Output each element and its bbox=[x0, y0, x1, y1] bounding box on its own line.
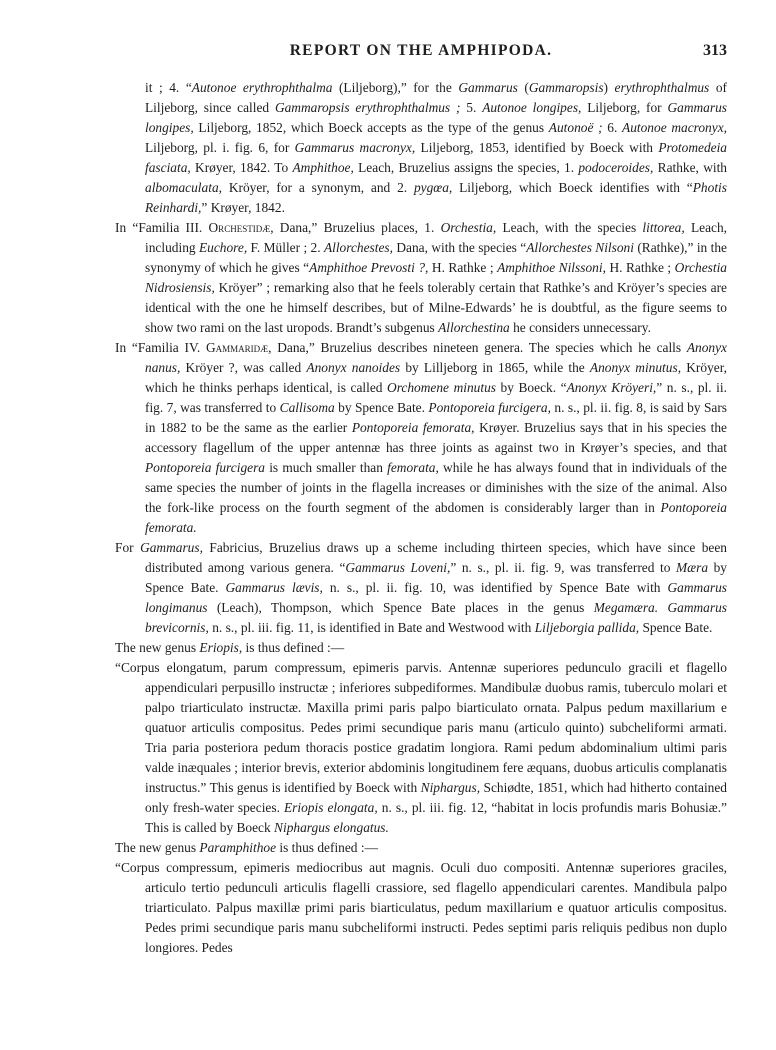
italic-term: Autonoe macronyx, bbox=[622, 120, 727, 135]
italic-term: Eriopis elongata, bbox=[283, 800, 378, 815]
italic-term: Gammarus macronyx, bbox=[294, 140, 416, 155]
text-run: n. s., pl. ii. fig. 10, was identified by Spence Bate with bbox=[322, 580, 668, 595]
text-run: In “Familia III. bbox=[115, 220, 209, 235]
paragraph-gammaridae bbox=[115, 338, 727, 538]
text-run: it ; 4. “ bbox=[145, 80, 192, 95]
italic-term: Gammarus brevicornis, bbox=[145, 600, 727, 635]
text-run: by Spence Bate. bbox=[145, 560, 727, 595]
text-run: Liljeborg, which Boeck identifies with “ bbox=[452, 180, 693, 195]
text-run: H. Rathke ; bbox=[605, 260, 675, 275]
text-run: “Corpus elongatum, parum compressum, epimeris parvis. Antennæ superiores pedunculo gracili et flagello appendiculari perpusillo instructæ ; inferiores subpediformes. Mandibulæ duobus ramis, tuberculo molari et palpo triarticulato instructæ. Maxilla primi paris palpo biarticulato ornata. Palpus pedum maxillarium e quatuor articulis compositus. Pedes primi secundique paris manu (articulo quinto) subcheliformi armati. Tria paria posteriora pedum thoracis postice gradatim longiora. Rami pedum abdominalium ultimi paris valde inæquales ; interior brevis, exterior abdominis longitudinem fere æquans, duobus articulis complanatis instructus.” This genus is identified by Boeck with bbox=[115, 660, 727, 795]
text-run: ” n. s., pl. ii. fig. 7, was transferred to bbox=[145, 380, 727, 415]
text-run: (Liljeborg),” for the bbox=[332, 80, 459, 95]
text-run: ) bbox=[603, 80, 615, 95]
running-title: REPORT ON THE AMPHIPODA. bbox=[289, 42, 553, 59]
text-run: Dana, with the species “ bbox=[392, 240, 527, 255]
text-run: Kröyer” ; remarking also that he feels tolerably certain that Rathke’s and Kröyer’s species are identical with the one he himself describes, but of Milne-Edwards’ he is doubtful, as the figure seems to show two rami on the last uropods. Brandt’s subgenus bbox=[145, 280, 727, 335]
text-run: Fabricius, Bruzelius draws up a scheme including thirteen species, which have since been distributed among various genera. “ bbox=[145, 540, 728, 575]
text-run: while he has always found that in individuals of the same species the number of joints in the flagella increases or diminishes with the size of the animal. Also the fork-like process on the fourth segment of the abdomen is considerably larger than in bbox=[145, 460, 728, 515]
text-run: Leach, with the species bbox=[496, 220, 643, 235]
text-run: ” Krøyer, 1842. bbox=[201, 200, 285, 215]
text-run: Liljeborg, pl. i. fig. 6, for bbox=[145, 140, 295, 155]
text-run: Krøyer. Bruzelius says that in his species the accessory flagellum of the upper antennæ has three joints as against two in Krøyer’s species, and that bbox=[145, 420, 727, 455]
italic-term: littorea, bbox=[642, 220, 685, 235]
paragraph-orchestidae bbox=[115, 218, 727, 338]
italic-term: Pontoporeia furcigera, bbox=[428, 400, 551, 415]
text-run: (Leach), Thompson, which Spence Bate places in the genus bbox=[207, 600, 594, 615]
italic-term: Pontoporeia femorata, bbox=[351, 420, 475, 435]
text-run: Rathke, with bbox=[653, 160, 728, 175]
body-text bbox=[115, 78, 727, 958]
text-run: by Spence Bate. bbox=[334, 400, 429, 415]
italic-term: Gammarus longipes, bbox=[145, 100, 727, 135]
italic-term: Allorchestina bbox=[438, 320, 510, 335]
text-run: Leach, Bruzelius assigns the species, 1. bbox=[353, 160, 579, 175]
italic-term: Amphithoe, bbox=[292, 160, 354, 175]
italic-term: Pontoporeia furcigera bbox=[145, 460, 265, 475]
text-run: H. Rathke ; bbox=[428, 260, 498, 275]
text-run: Spence Bate. bbox=[639, 620, 713, 635]
italic-term: Liljeborgia pallida, bbox=[534, 620, 640, 635]
text-run: 6. bbox=[602, 120, 623, 135]
paragraph-continued bbox=[115, 78, 727, 218]
paragraph-paramphithoe-definition bbox=[115, 858, 727, 958]
italic-term: pygœa, bbox=[413, 180, 453, 195]
italic-term: Photis Reinhardi, bbox=[145, 180, 727, 215]
paragraph-eriopis-definition bbox=[115, 658, 727, 838]
italic-term: Megamæra. bbox=[593, 600, 659, 615]
italic-term: Gammarus Loveni, bbox=[345, 560, 451, 575]
italic-term: Callisoma bbox=[279, 400, 335, 415]
italic-term: Gammarus bbox=[458, 80, 518, 95]
text-run: Kröyer, which he thinks perhaps identical, is called bbox=[145, 360, 727, 395]
text-run: Dana,” Bruzelius describes nineteen genera. The species which he calls bbox=[271, 340, 687, 355]
italic-term: Allorchestes, bbox=[323, 240, 393, 255]
italic-term: Gammarus, bbox=[140, 540, 203, 555]
italic-term: Pontoporeia femorata. bbox=[145, 500, 727, 535]
italic-term: Niphargus elongatus. bbox=[274, 820, 389, 835]
italic-term: Autonoë ; bbox=[548, 120, 603, 135]
italic-term: Orchomene minutus bbox=[387, 380, 496, 395]
text-run: The new genus bbox=[115, 640, 200, 655]
text-run: The new genus bbox=[115, 840, 200, 855]
text-run: In “Familia IV. bbox=[115, 340, 206, 355]
italic-term: albomaculata, bbox=[145, 180, 222, 195]
family-name: Orchestidæ, bbox=[208, 220, 274, 235]
paragraph-paramphithoe-intro bbox=[115, 838, 727, 858]
text-run: Kröyer, for a synonym, and 2. bbox=[222, 180, 414, 195]
italic-term: Amphithoe Nilssoni, bbox=[497, 260, 606, 275]
italic-term: Anonyx nanoides bbox=[306, 360, 401, 375]
italic-term: Gammaropsis erythrophthalmus ; bbox=[274, 100, 461, 115]
italic-term: Gammarus lævis, bbox=[225, 580, 323, 595]
text-run: “Corpus compressum, epimeris mediocribus aut magnis. Oculi duo compositi. Antennæ superiores graciles, articulo tertio pedunculi articulis flagelli crassiore, sed flagello appendiculari carentes. Mandibula palpo triarticulato. Palpus maxillæ primi paris biarticulatus, pedum maxillarium e quatuor articulis compositus. Pedes primi secundique paris manu subcheliformi instructi. Pedes septimi paris reliquis pedibus non duplo longiores. Pedes bbox=[115, 860, 727, 955]
text-run: For bbox=[115, 540, 141, 555]
italic-term: Allorchestes Nilsoni bbox=[526, 240, 634, 255]
paragraph-eriopis-intro bbox=[115, 638, 727, 658]
italic-term: Anonyx minutus, bbox=[589, 360, 682, 375]
italic-term: podoceroides, bbox=[578, 160, 654, 175]
text-run: Liljeborg, 1853, identified by Boeck with bbox=[415, 140, 659, 155]
italic-term: Niphargus, bbox=[420, 780, 481, 795]
text-run: Krøyer, 1842. To bbox=[190, 160, 293, 175]
italic-term: Eriopis, bbox=[199, 640, 243, 655]
text-run: by Lilljeborg in 1865, while the bbox=[400, 360, 590, 375]
text-run: Schiødte, 1851, which had hitherto contained only fresh-water species. bbox=[145, 780, 728, 815]
italic-term: Paramphithoe bbox=[199, 840, 277, 855]
text-run: Liljeborg, 1852, which Boeck accepts as the type of the genus bbox=[193, 120, 549, 135]
text-run: Dana,” Bruzelius places, 1. bbox=[273, 220, 441, 235]
text-run: he considers unnecessary. bbox=[509, 320, 651, 335]
italic-term: Orchestia Nidrosiensis, bbox=[145, 260, 727, 295]
italic-term: Anonyx nanus, bbox=[145, 340, 727, 375]
text-run: n. s., pl. ii. fig. 8, is said by Sars in 1882 to be the same as the earlier bbox=[145, 400, 728, 435]
text-run: n. s., pl. iii. fig. 12, “habitat in locis profundis maris Bohusiæ.” This is called by Boeck bbox=[145, 800, 727, 835]
italic-term: Anonyx Kröyeri, bbox=[566, 380, 657, 395]
italic-term: Autonoe erythrophthalma bbox=[191, 80, 333, 95]
italic-term: erythrophthalmus bbox=[614, 80, 710, 95]
page-number: 313 bbox=[703, 42, 727, 59]
italic-term: Euchore, bbox=[198, 240, 248, 255]
italic-term: Autonoe longipes, bbox=[482, 100, 582, 115]
italic-term: Orchestia, bbox=[440, 220, 497, 235]
running-head bbox=[115, 42, 727, 64]
italic-term: femorata, bbox=[387, 460, 439, 475]
text-run: 5. bbox=[460, 100, 483, 115]
paragraph-gammarus bbox=[115, 538, 727, 638]
text-run: is thus defined :— bbox=[276, 840, 378, 855]
family-name: Gammaridæ, bbox=[205, 340, 272, 355]
text-run: by Boeck. “ bbox=[495, 380, 567, 395]
text-run: (Rathke),” in the synonymy of which he gives “ bbox=[145, 240, 727, 275]
text-run: is thus defined :— bbox=[242, 640, 345, 655]
text-run: Leach, including bbox=[145, 220, 728, 255]
text-run: F. Müller ; 2. bbox=[247, 240, 324, 255]
text-run: is much smaller than bbox=[265, 460, 388, 475]
text-run: ( bbox=[517, 80, 529, 95]
text-run: Liljeborg, for bbox=[581, 100, 668, 115]
italic-term: Amphithoe Prevosti ?, bbox=[309, 260, 429, 275]
text-run: Kröyer ?, was called bbox=[180, 360, 307, 375]
italic-term: Protomedeia fasciata, bbox=[145, 140, 728, 175]
italic-term: Gammaropsis bbox=[528, 80, 604, 95]
text-run: of Liljeborg, since called bbox=[145, 80, 727, 115]
text-run: n. s., pl. iii. fig. 11, is identified in Bate and Westwood with bbox=[208, 620, 535, 635]
italic-term: Gammarus longimanus bbox=[145, 580, 728, 615]
text-run: ” n. s., pl. ii. fig. 9, was transferred to bbox=[450, 560, 677, 575]
italic-term: Mæra bbox=[676, 560, 709, 575]
